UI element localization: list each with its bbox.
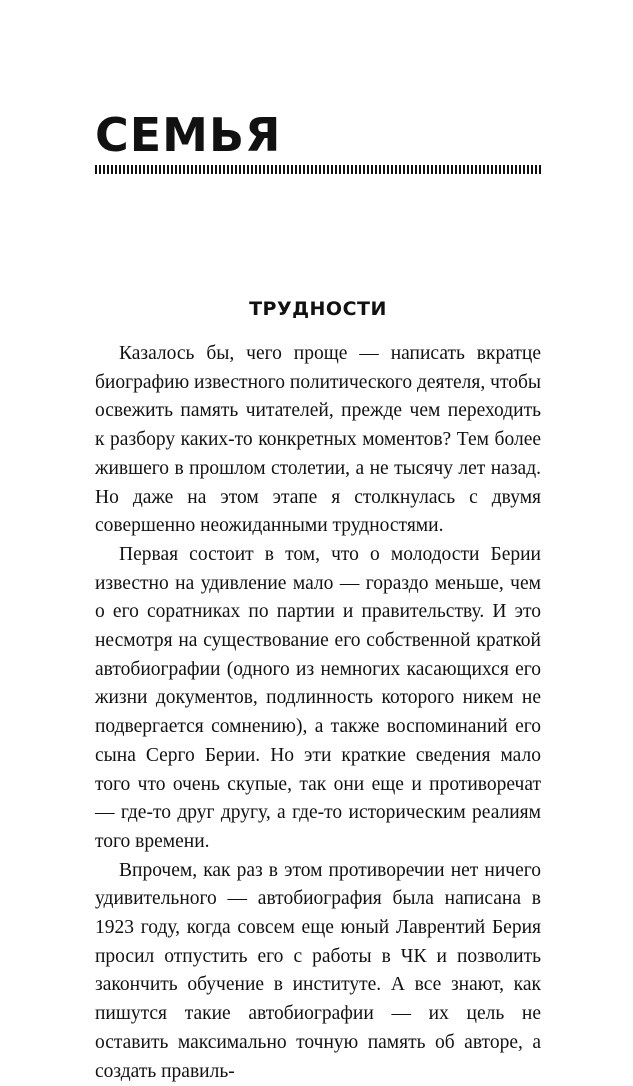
body-text — [95, 340, 541, 1086]
paragraph: Впрочем, как раз в этом противоречии нет ничего удивительного — автобиография была написана в 1923 году, когда совсем еще юный Лаврентий Берия просил отпустить его с работы в ЧК и позволить закончить обучение в институте. А все знают, как пишутся такие автобиографии — их цель не оставить максимально точную память об авторе, а создать правиль- — [95, 859, 541, 1082]
paragraph: Первая состоит в том, что о молодости Берии известно на удивление мало — гораздо меньше, чем о его соратниках по партии и правительству. И это несмотря на существование его собственной краткой автобиографии (одного из немногих касающихся его жизни документов, подлинность которого никем не подвергается сомнению), а также воспоминаний его сына Серго Берии. Но эти краткие сведения мало того что очень скупые, так они еще и противоречат — где-то друг другу, а где-то историческим реалиям того времени. — [95, 543, 541, 852]
section-heading: ТРУДНОСТИ — [249, 298, 387, 320]
chapter-title: СЕМЬЯ — [95, 108, 282, 162]
paragraph: Казалось бы, чего проще — написать вкратце биографию известного политического деятеля, чтобы освежить память читателей, прежде чем переходить к разбору каких-то конкретных моментов? Тем более жившего в прошлом столетии, а не тысячу лет назад. Но даже на этом этапе я столкнулась с двумя совершенно неожиданными трудностями. — [95, 343, 541, 537]
title-rule — [95, 165, 541, 174]
